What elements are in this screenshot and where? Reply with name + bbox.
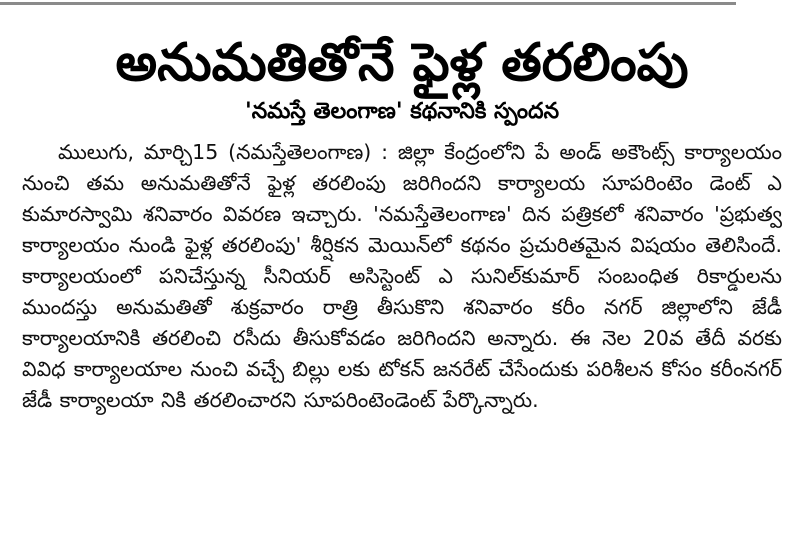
news-article [22,14,782,560]
article-headline: అనుమతితోనే ఫైళ్ల తరలింపు [115,33,689,93]
top-divider [0,2,736,5]
article-body: ములుగు, మార్చి15 (నమస్తేతెలంగాణ) : జిల్లా కేంద్రంలోని పే అండ్ అకౌంట్స్ కార్యాలయం నుంచి తమ అనుమతితోనే ఫైళ్ల తరలింపు జరిగిందని కార్యాలయ సూపరింటెం డెంట్ ఎ కుమారస్వామి శనివారం వివరణ ఇచ్చారు. 'నమస్తేతెలంగాణ' దిన పత్రికలో శనివారం 'ప్రభుత్వ కార్యాలయం నుండి ఫైళ్ల తరలింపు' శీర్షికన మెయిన్‌లో కథనం ప్రచురితమైన విషయం తెలిసిందే. కార్యాలయంలో పనిచేస్తున్న సీనియర్ అసిస్టెంట్ ఎ సునిల్‌కుమార్ సంబంధిత రికార్డులను ముందస్తు అనుమతితో శుక్రవారం రాత్రి తీసుకొని శనివారం కరీం నగర్ జిల్లాలోని జేడీ కార్యాలయానికి తరలించి రసీదు తీసుకోవడం జరిగిందని అన్నారు. ఈ నెల 20వ తేదీ వరకు వివిధ కార్యాలయాల నుంచి వచ్చే బిల్లు లకు టోకన్ జనరేట్ చేసేందుకు పరిశీలన కోసం కరీంనగర్ జేడీ కార్యాలయా నికి తరలించారని సూపరింటెండెంట్ పేర్కొన్నారు. [22,139,782,412]
article-subheadline: 'నమస్తే తెలంగాణ' కథనానికి స్పందన [244,99,560,125]
